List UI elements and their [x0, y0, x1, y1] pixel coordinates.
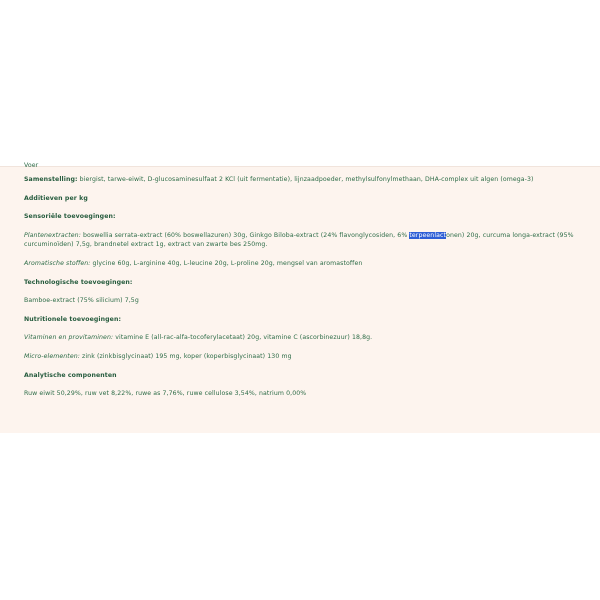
additives-heading: Additieven per kg — [24, 194, 88, 202]
vitamins-paragraph — [24, 333, 580, 343]
technological-heading: Technologische toevoegingen: — [24, 278, 133, 286]
composition-label: Samenstelling: — [24, 176, 78, 183]
composition-paragraph — [24, 175, 580, 185]
composition-text: biergist, tarwe-eiwit, D-glucosaminesulfaat 2 KCl (uit fermentatie), lijnzaadpoeder, methylsulfonylmethaan, DHA-complex uit algen (omega-3) — [77, 176, 534, 183]
micro-elements-paragraph — [24, 352, 580, 362]
nutritional-heading: Nutritionele toevoegingen: — [24, 315, 122, 323]
vitamins-text: vitamine E (all-rac-alfa-tocoferylacetaat) 20g, vitamine C (ascorbinezuur) 18,8g. — [113, 334, 373, 342]
sensory-heading: Sensoriële toevoegingen: — [24, 213, 116, 221]
aromatic-paragraph — [24, 259, 580, 269]
micro-elements-label: Micro-elementen: — [24, 352, 80, 360]
clipped-heading: Voer — [24, 162, 39, 169]
plant-extracts-paragraph — [24, 231, 580, 250]
ingredients-content — [24, 175, 580, 399]
micro-elements-text: zink (zinkbisglycinaat) 195 mg, koper (koperbisglycinaat) 130 mg — [79, 352, 292, 360]
vitamins-label: Vitaminen en provitaminen: — [24, 334, 114, 342]
plant-extracts-label: Plantenextracten: — [24, 231, 81, 239]
analytical-heading: Analytische componenten — [24, 371, 117, 379]
aromatic-text: glycine 60g, L-arginine 40g, L-leucine 20g, L-proline 20g, mengsel van aromastoffen — [90, 259, 363, 267]
plant-extracts-text-after: onen) 20g, curcuma longa-extract (95% curcuminoïden) 7,5g, brandnetel extract 1g, extract van zwarte bes 250mg. — [24, 231, 574, 249]
analytical-paragraph: Ruw eiwit 50,29%, ruw vet 8,22%, ruwe as 7,76%, ruwe cellulose 3,54%, natrium 0,00% — [24, 390, 307, 398]
plant-extracts-text-before: boswellia serrata-extract (60% boswellazuren) 30g, Ginkgo Biloba-extract (24% flavonglycosiden, 6% — [80, 231, 410, 239]
product-details-panel — [0, 162, 600, 433]
aromatic-label: Aromatische stoffen: — [24, 259, 91, 267]
bamboo-paragraph: Bamboe-extract (75% silicium) 7,5g — [24, 297, 139, 305]
selected-text[interactable]: terpeenlact — [409, 231, 447, 239]
